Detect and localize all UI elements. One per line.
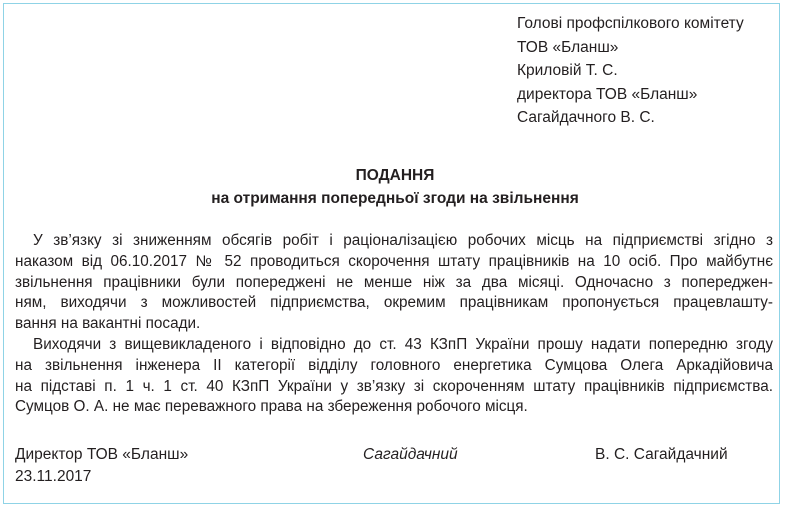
addressee-line: Сагайдачного В. С. bbox=[517, 109, 655, 126]
body-line: Виходячи з вищевикладеного і відповідно до ст. 43 КЗпП України прошу надати попередню згоду bbox=[33, 335, 773, 353]
addressee-line: директора ТОВ «Бланш» bbox=[517, 85, 698, 103]
addressee-line: Голові профспілкового комітету bbox=[517, 15, 744, 32]
document-date: 23.11.2017 bbox=[15, 468, 92, 485]
body-line: Сумцов О. А. не має переважного права на збереження робочого місця. bbox=[15, 398, 528, 416]
document-title: ПОДАННЯ bbox=[355, 167, 435, 184]
body-line: У зв’язку зі зниженням обсягів робіт і раціоналізацією робочих місць на підприємстві згідно з bbox=[33, 232, 773, 249]
body-line: на звільнення інженера ІІ категорії відділу головного енергетика Сумцова Олега Аркадійовича bbox=[15, 356, 773, 374]
signature: Сагайдачний bbox=[363, 446, 458, 463]
addressee-block bbox=[517, 12, 744, 130]
document-body bbox=[15, 231, 773, 418]
addressee-line: Криловій Т. С. bbox=[517, 62, 618, 79]
body-line: ням, виходячи з можливостей підприємства, окремим працівникам пропонується працевлашту- bbox=[15, 294, 773, 312]
body-line: наказом від 06.10.2017 № 52 проводиться скорочення штату працівників на 10 осіб. Про майбутнє bbox=[15, 252, 773, 270]
addressee-line: ТОВ «Бланш» bbox=[517, 38, 619, 56]
signatory-position: Директор ТОВ «Бланш» bbox=[15, 446, 189, 463]
body-line: вання на вакантні посади. bbox=[15, 315, 201, 333]
signatory-name: В. С. Сагайдачний bbox=[595, 446, 728, 463]
document-subtitle: на отримання попередньої згоди на звільнення bbox=[211, 190, 579, 207]
body-line: на підставі п. 1 ч. 1 ст. 40 КЗпП України у зв’язку зі скороченням штату працівників підприємства. bbox=[15, 377, 773, 395]
body-line: звільнення працівники були попереджені не менше ніж за два місяці. Одночасно з попереджен- bbox=[15, 273, 773, 291]
